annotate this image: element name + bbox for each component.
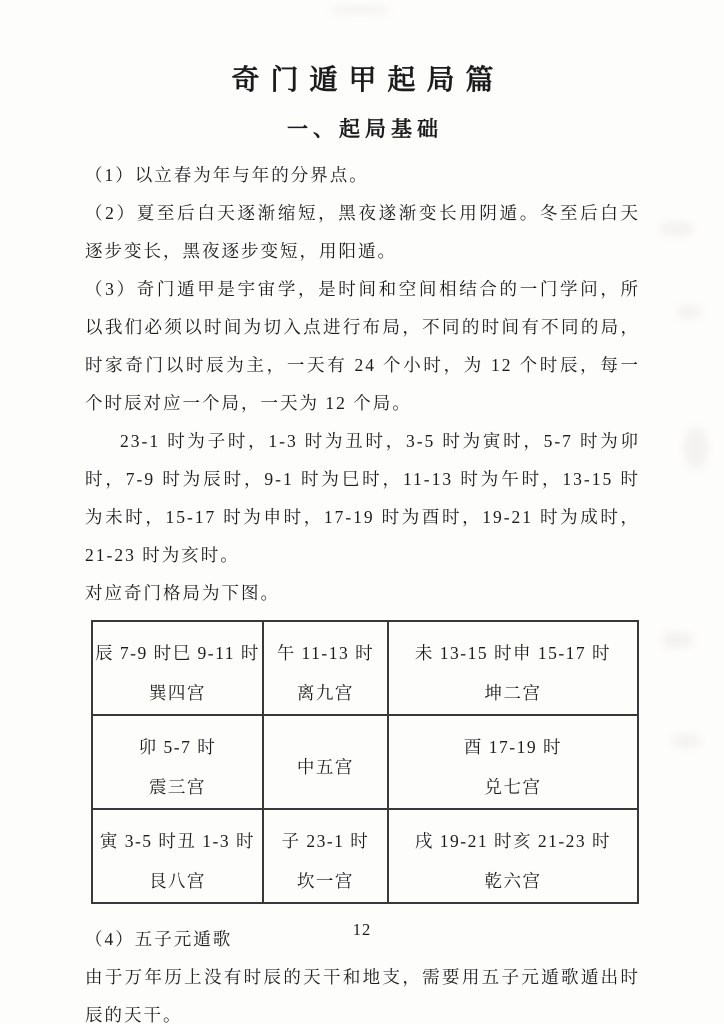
scan-artifact — [660, 222, 694, 236]
cell-time: 卯 5-7 时 — [138, 736, 217, 757]
scan-artifact — [672, 734, 700, 748]
cell-time: 戌 19-21 时亥 21-23 时 — [414, 830, 612, 851]
cell-time: 辰 7-9 时巳 9-11 时 — [95, 642, 260, 663]
cell-palace: 坤二宫 — [484, 682, 542, 703]
scan-artifact — [684, 428, 708, 468]
palace-cell-qian — [388, 809, 638, 903]
palace-cell-zhen — [92, 715, 263, 809]
paragraph-1: （1）以立春为年与年的分界点。 — [85, 165, 369, 185]
cell-palace: 中五宫 — [296, 756, 354, 777]
palace-grid-table — [91, 620, 639, 904]
cell-palace: 艮八宫 — [148, 870, 206, 891]
paragraph-table-intro: 对应奇门格局为下图。 — [85, 583, 280, 603]
paragraph-3: （3）奇门遁甲是宇宙学，是时间和空间相结合的一门学问，所以我们必须以时间为切入点进行布局，不同的时间有不同的局，时家奇门以时辰为主，一天有 24 个小时，为 12 个时辰，每一个时辰对应一个局，一天为 12 个局。 — [85, 279, 640, 413]
palace-cell-gen — [92, 809, 263, 903]
cell-time: 子 23-1 时 — [281, 830, 370, 851]
section4-heading: （4）五子元遁歌 — [85, 929, 233, 949]
cell-time: 未 13-15 时申 15-17 时 — [414, 642, 612, 663]
palace-cell-dui — [388, 715, 638, 809]
paragraph-2: （2）夏至后白天逐渐缩短，黑夜遂渐变长用阴遁。冬至后白天逐步变长，黑夜逐步变短，用阳遁。 — [85, 203, 640, 261]
page-number: 12 — [352, 920, 372, 939]
cell-palace: 乾六宫 — [484, 870, 542, 891]
section-heading: 一、起局基础 — [287, 117, 443, 141]
palace-cell-kan — [263, 809, 388, 903]
palace-cell-kun — [388, 621, 638, 715]
scan-artifact — [676, 306, 702, 318]
scan-artifact — [330, 6, 390, 14]
paragraph-hours: 23-1 时为子时，1-3 时为丑时，3-5 时为寅时，5-7 时为卯时，7-9 时为辰时，9-1 时为巳时，11-13 时为午时，13-15 时为未时，15-17 时为申时，17-19 时为酉时，19-21 时为成时，21-23 时为亥时。 — [85, 431, 640, 565]
cell-time: 酉 17-19 时 — [463, 736, 562, 757]
cell-palace: 巽四宫 — [148, 682, 206, 703]
table-row — [92, 621, 638, 715]
scan-artifact — [662, 632, 694, 648]
cell-time: 寅 3-5 时丑 1-3 时 — [99, 830, 256, 851]
palace-cell-li — [263, 621, 388, 715]
section4-body: 由于万年历上没有时辰的天干和地支，需要用五子元遁歌遁出时辰的天干。 — [85, 967, 640, 1024]
palace-cell-xun — [92, 621, 263, 715]
page-title: 奇门遁甲起局篇 — [231, 65, 505, 96]
cell-palace: 震三宫 — [148, 776, 206, 797]
table-row — [92, 715, 638, 809]
cell-palace: 坎一宫 — [296, 870, 354, 891]
cell-time: 午 11-13 时 — [276, 642, 375, 663]
palace-cell-center — [263, 715, 388, 809]
table-row — [92, 809, 638, 903]
cell-palace: 离九宫 — [296, 682, 354, 703]
cell-palace: 兑七宫 — [484, 776, 542, 797]
